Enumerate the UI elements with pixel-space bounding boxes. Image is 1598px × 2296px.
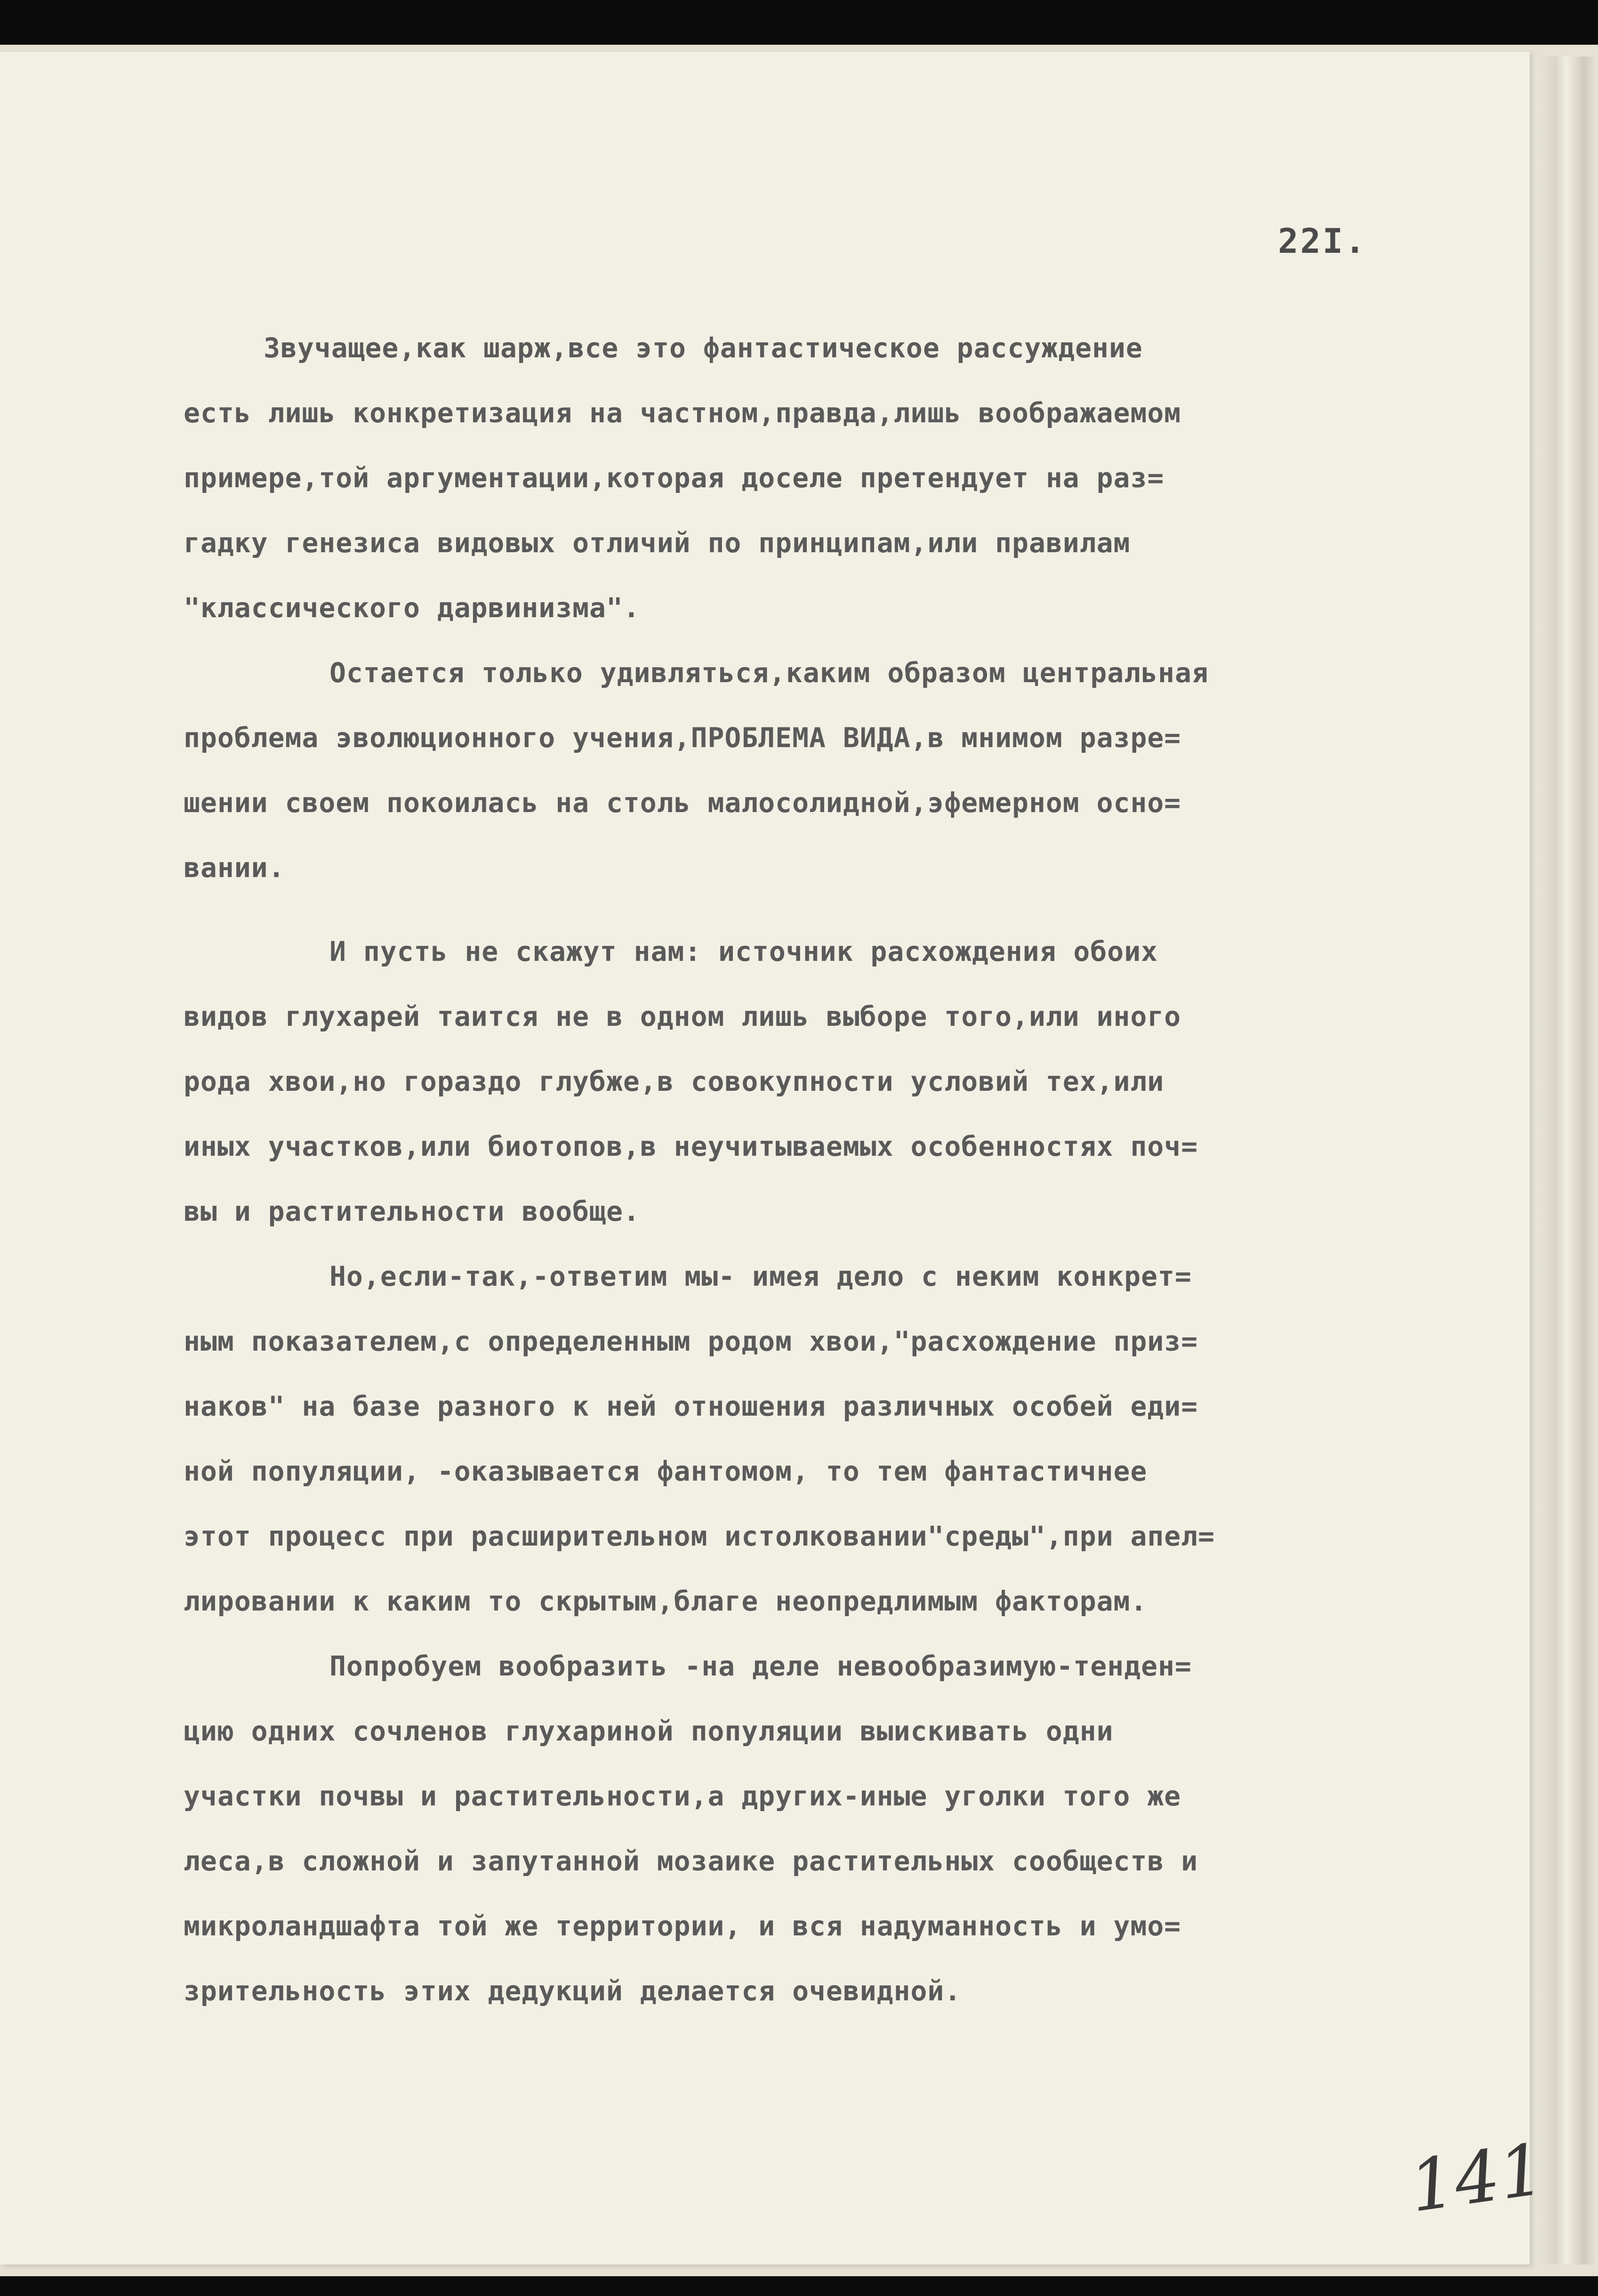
typewritten-page: [0, 52, 1550, 2264]
text-line: ной популяции, -оказывается фантомом, то тем фантастичнее: [184, 1455, 1148, 1487]
text-line: Остается только удивляться,каким образом центральная: [329, 657, 1209, 689]
text-line: леса,в сложной и запутанной мозаике растительных сообществ и: [184, 1845, 1198, 1877]
text-line: этот процесс при расширительном истолковании"среды",при апел=: [184, 1520, 1215, 1552]
text-line: проблема эволюционного учения,ПРОБЛЕМА ВИДА,в мнимом разре=: [184, 722, 1181, 754]
text-line: зрительность этих дедукций делается очевидной.: [184, 1975, 962, 2007]
text-line: примере,той аргументации,которая доселе претендует на раз=: [184, 462, 1164, 494]
text-line: ным показателем,с определенным родом хвои,"расхождение приз=: [184, 1325, 1198, 1357]
text-line: микроландшафта той же территории, и вся надуманность и умо=: [184, 1910, 1181, 1942]
text-line: Звучащее,как шарж,все это фантастическое рассуждение: [264, 332, 1143, 364]
text-line: видов глухарей таится не в одном лишь выборе того,или иного: [184, 1000, 1181, 1032]
page-number: 22I.: [1278, 221, 1367, 261]
text-line: "классического дарвинизма".: [184, 592, 640, 624]
text-line: шении своем покоилась на столь малосолидной,эфемерном осно=: [184, 787, 1181, 819]
text-line: Но,если-так,-ответим мы- имея дело с неким конкрет=: [329, 1260, 1192, 1292]
handwritten-folio-number: 141: [1405, 2128, 1550, 2229]
text-line: цию одних сочленов глухариной популяции выискивать одни: [184, 1715, 1114, 1747]
text-body: [184, 315, 1473, 2023]
text-line: Попробуем вообразить -на деле невообразимую-тенден=: [329, 1650, 1192, 1682]
text-line: И пусть не скажут нам: источник расхождения обоих: [329, 935, 1158, 967]
text-line: участки почвы и растительности,а других-иные уголки того же: [184, 1780, 1181, 1812]
text-line: вы и растительности вообще.: [184, 1195, 640, 1227]
text-line: вании.: [184, 852, 285, 884]
text-line: иных участков,или биотопов,в неучитываемых особенностях поч=: [184, 1130, 1198, 1162]
text-line: лировании к каким то скрытым,благе неопредлимым факторам.: [184, 1585, 1148, 1617]
text-line: есть лишь конкретизация на частном,правда,лишь воображаемом: [184, 397, 1181, 429]
stacked-page-edges: [1527, 56, 1598, 2264]
text-line: наков" на базе разного к ней отношения различных особей еди=: [184, 1390, 1198, 1422]
text-line: рода хвои,но гораздо глубже,в совокупности условий тех,или: [184, 1065, 1164, 1097]
text-line: гадку генезиса видовых отличий по принципам,или правилам: [184, 527, 1131, 559]
